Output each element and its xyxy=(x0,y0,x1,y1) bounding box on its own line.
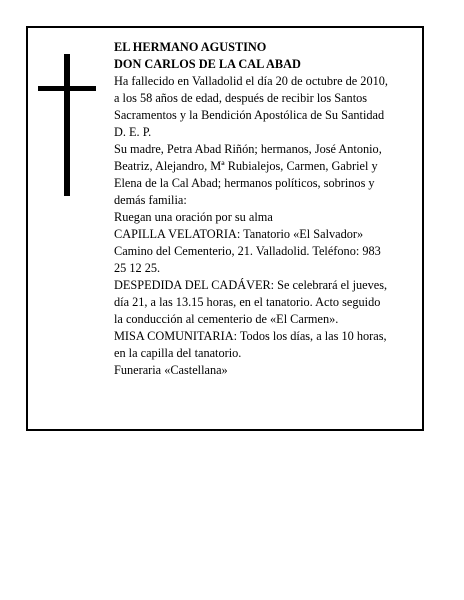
cross-vertical-bar xyxy=(64,54,70,196)
obituary-text xyxy=(114,39,422,379)
text-line: Camino del Cementerio, 21. Valladolid. Teléfono: 983 xyxy=(114,244,381,258)
text-line: DESPEDIDA DEL CADÁVER: Se celebrará el jueves, xyxy=(114,278,388,292)
text-line: Funeraria «Castellana» xyxy=(114,363,228,377)
text-line: día 21, a las 13.15 horas, en el tanatorio. Acto seguido xyxy=(114,295,381,309)
deceased-title-line: EL HERMANO AGUSTINO xyxy=(114,40,267,54)
text-line: a los 58 años de edad, después de recibir los Santos xyxy=(114,91,368,105)
text-line: Sacramentos y la Bendición Apostólica de Su Santidad xyxy=(114,108,385,122)
text-line: en la capilla del tanatorio. xyxy=(114,346,242,360)
text-line: Elena de la Cal Abad; hermanos políticos, sobrinos y xyxy=(114,176,375,190)
deceased-name-line: DON CARLOS DE LA CAL ABAD xyxy=(114,57,301,71)
text-line: CAPILLA VELATORIA: Tanatorio «El Salvador» xyxy=(114,227,364,241)
text-line: 25 12 25. xyxy=(114,261,161,275)
cross-horizontal-bar xyxy=(38,86,96,91)
text-line: Ha fallecido en Valladolid el día 20 de octubre de 2010, xyxy=(114,74,388,88)
text-line: Ruegan una oración por su alma xyxy=(114,210,273,224)
text-line: MISA COMUNITARIA: Todos los días, a las 10 horas, xyxy=(114,329,387,343)
text-line: la conducción al cementerio de «El Carmen». xyxy=(114,312,339,326)
text-line: D. E. P. xyxy=(114,125,152,139)
text-line: Su madre, Petra Abad Riñón; hermanos, José Antonio, xyxy=(114,142,382,156)
text-line: Beatriz, Alejandro, Mª Rubialejos, Carmen, Gabriel y xyxy=(114,159,378,173)
text-line: demás familia: xyxy=(114,193,187,207)
cross-icon xyxy=(38,54,96,196)
